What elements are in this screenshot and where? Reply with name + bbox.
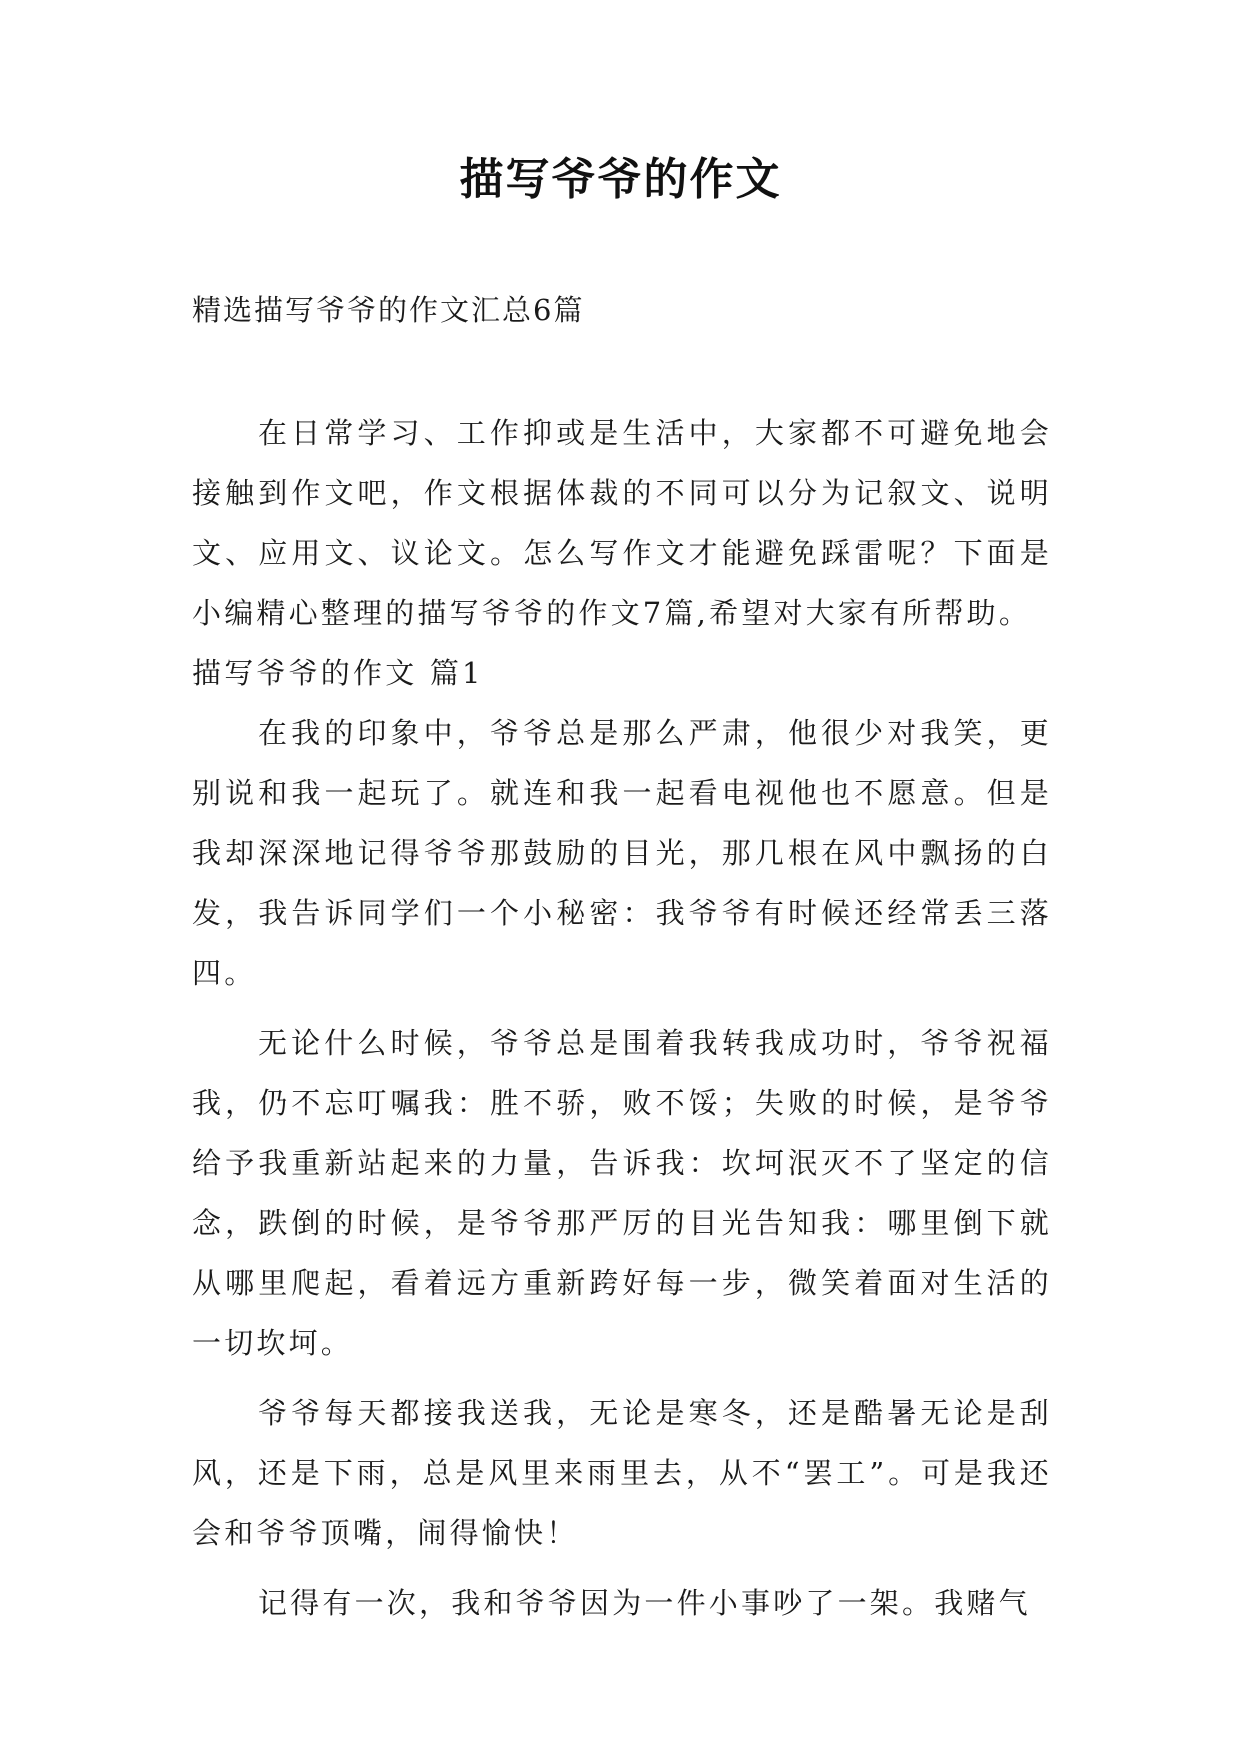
document-body <box>192 403 1052 1633</box>
document-title: 描写爷爷的作文 <box>459 154 782 205</box>
body-paragraph: 在我的印象中，爷爷总是那么严肃，他很少对我笑，更别说和我一起玩了。就连和我一起看电视他也不愿意。但是我却深深地记得爷爷那鼓励的目光，那几根在风中飘扬的白发，我告诉同学们一个小秘密：我爷爷有时候还经常丢三落四。 <box>192 716 1052 990</box>
body-paragraph: 记得有一次，我和爷爷因为一件小事吵了一架。我赌气 <box>258 1586 1031 1620</box>
body-paragraph: 爷爷每天都接我送我，无论是寒冬，还是酷暑无论是刮风，还是下雨，总是风里来雨里去，从不“罢工”。可是我还会和爷爷顶嘴，闹得愉快！ <box>192 1396 1052 1550</box>
section-heading: 描写爷爷的作文 篇1 <box>192 656 484 690</box>
body-paragraph: 无论什么时候，爷爷总是围着我转我成功时，爷爷祝福我，仍不忘叮嘱我：胜不骄，败不馁；失败的时候，是爷爷给予我重新站起来的力量，告诉我：坎坷泯灭不了坚定的信念，跌倒的时候，是爷爷那严厉的目光告知我：哪里倒下就从哪里爬起，看着远方重新跨好每一步，微笑着面对生活的一切坎坷。 <box>192 1026 1052 1360</box>
intro-paragraph: 在日常学习、工作抑或是生活中，大家都不可避免地会接触到作文吧，作文根据体裁的不同可以分为记叙文、说明文、应用文、议论文。怎么写作文才能避免踩雷呢？下面是小编精心整理的描写爷爷的作文7篇,希望对大家有所帮助。 <box>192 416 1052 630</box>
document-subtitle: 精选描写爷爷的作文汇总6篇 <box>192 293 585 327</box>
